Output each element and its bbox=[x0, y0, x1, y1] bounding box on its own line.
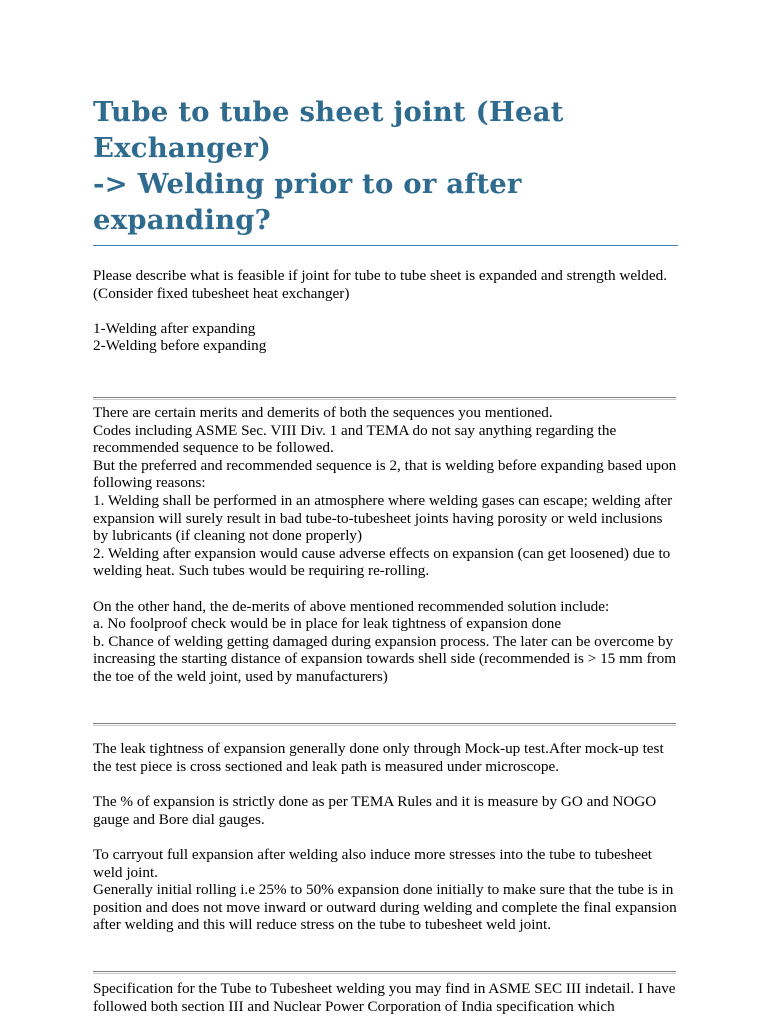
answer-1-reason-2: 2. Welding after expansion would cause adverse effects on expansion (can get loosened) due to welding heat. Such tubes would be requiring re-rolling. bbox=[93, 544, 671, 580]
page-title bbox=[93, 94, 678, 238]
document-page bbox=[93, 94, 678, 1015]
title-line-2: Exchanger) bbox=[93, 132, 272, 164]
title-line-1: Tube to tube sheet joint (Heat bbox=[93, 96, 564, 128]
answer-3-text: Specification for the Tube to Tubesheet welding you may find in ASME SEC III indetail. I have followed both section III and Nuclear Power Corporation of India specification which bbox=[93, 980, 676, 1015]
answer-2-para-3a: To carryout full expansion after welding also induce more stresses into the tube to tubesheet weld joint. bbox=[93, 846, 653, 881]
option-1: 1-Welding after expanding bbox=[93, 319, 256, 337]
demerits-intro: On the other hand, the de-merits of above mentioned recommended solution include: bbox=[93, 597, 610, 615]
answer-2-para-3b: Generally initial rolling i.e 25% to 50% expansion done initially to make sure that the tube is in position and does not move inward or outward during welding and complete the final expansion after welding and this will reduce stress on the tube to tubesheet weld joint. bbox=[93, 881, 677, 934]
demerit-a: a. No foolproof check would be in place for leak tightness of expansion done bbox=[93, 615, 562, 633]
question-section bbox=[93, 267, 678, 355]
question-text: Please describe what is feasible if joint for tube to tube sheet is expanded and strength welded. (Consider fixed tubesheet heat exchanger) bbox=[93, 267, 668, 302]
answer-1 bbox=[93, 404, 678, 686]
section-divider-3 bbox=[93, 971, 676, 974]
answer-2 bbox=[93, 740, 678, 934]
answer-2-para-1: The leak tightness of expansion generally done only through Mock-up test.After mock-up test the test piece is cross sectioned and leak path is measured under microscope. bbox=[93, 740, 664, 776]
answer-2-para-2: The % of expansion is strictly done as per TEMA Rules and it is measure by GO and NOGO gauge and Bore dial gauges. bbox=[93, 793, 657, 828]
answer-1-reason-1: 1. Welding shall be performed in an atmosphere where welding gases can escape; welding after expansion will surely result in bad tube-to-tubesheet joints having porosity or weld inclusions by lubricants (if cleaning not done properly) bbox=[93, 491, 673, 545]
title-line-3: -> Welding prior to or after expanding? bbox=[93, 168, 522, 236]
answer-3 bbox=[93, 980, 678, 1015]
answer-1-line-3: But the preferred and recommended sequence is 2, that is welding before expanding based upon following reasons: bbox=[93, 456, 677, 492]
answer-1-line-1: There are certain merits and demerits of both the sequences you mentioned. bbox=[93, 403, 553, 421]
answer-1-line-2: Codes including ASME Sec. VIII Div. 1 and TEMA do not say anything regarding the recommended sequence to be followed. bbox=[93, 421, 617, 457]
section-divider-2 bbox=[93, 723, 676, 726]
demerit-b: b. Chance of welding getting damaged during expansion process. The later can be overcome by increasing the starting distance of expansion towards shell side (recommended is > 15 mm from the toe of the weld joint, used by manufacturers) bbox=[93, 632, 677, 685]
title-underline bbox=[93, 245, 678, 246]
section-divider-1 bbox=[93, 397, 676, 400]
option-2: 2-Welding before expanding bbox=[93, 337, 267, 355]
